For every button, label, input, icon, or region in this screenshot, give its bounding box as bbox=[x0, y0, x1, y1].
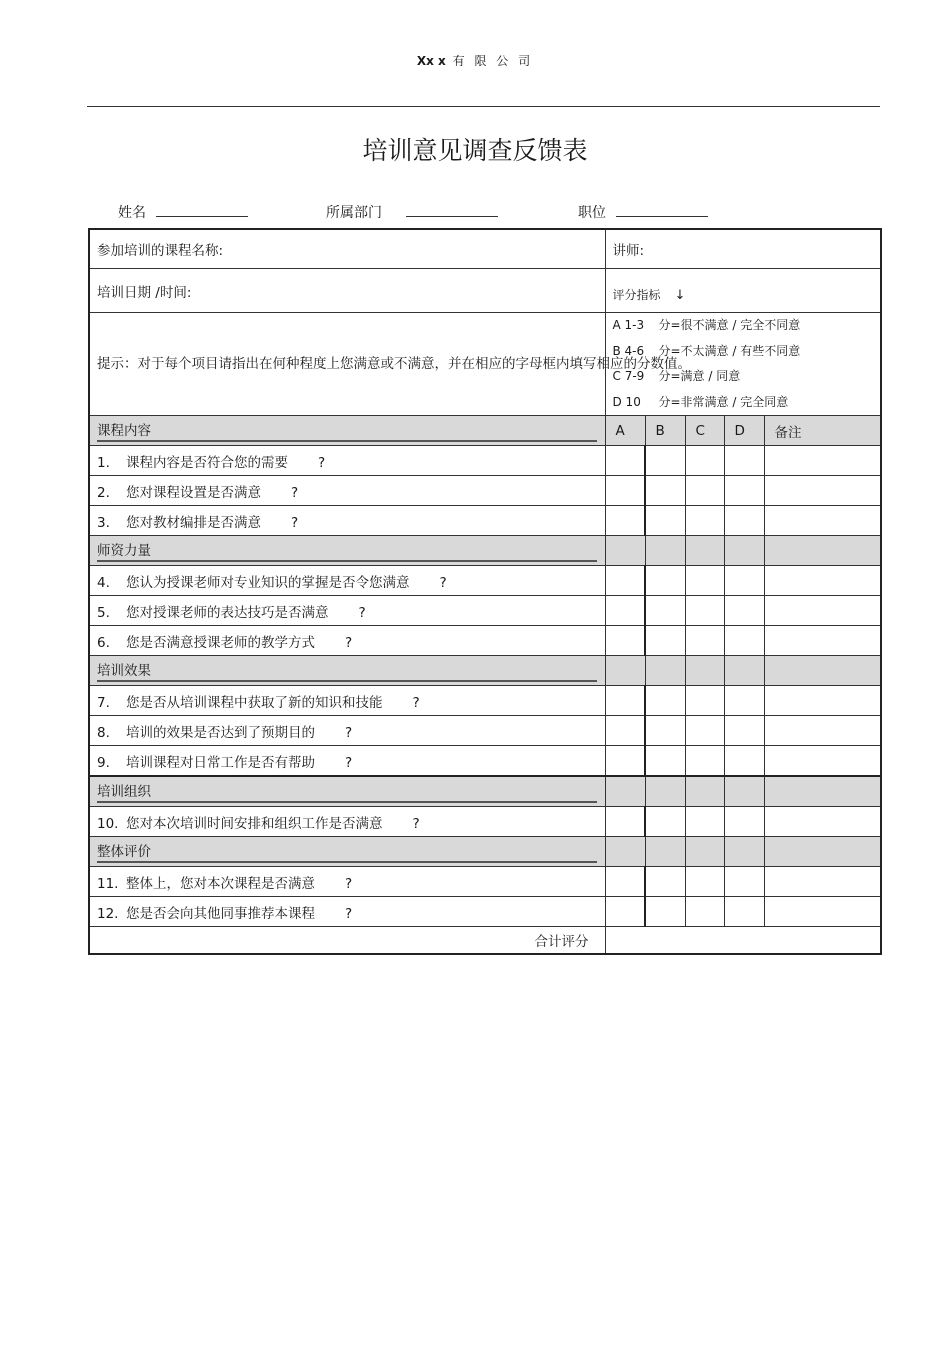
question-number: 3. bbox=[97, 514, 110, 531]
question-row bbox=[89, 446, 881, 476]
score-cell-remarks[interactable] bbox=[764, 446, 881, 476]
question-number: 2. bbox=[97, 484, 110, 501]
question-text bbox=[89, 626, 605, 656]
section-shade-cell bbox=[605, 837, 645, 867]
feedback-table bbox=[88, 228, 882, 955]
question-label: 您对本次培训时间安排和组织工作是否满意 bbox=[126, 815, 383, 832]
question-row bbox=[89, 476, 881, 506]
question-text bbox=[89, 506, 605, 536]
dept-label: 所属部门 bbox=[326, 205, 382, 221]
score-cell-c[interactable] bbox=[685, 807, 724, 837]
score-cell-c[interactable] bbox=[685, 596, 724, 626]
score-cell-d[interactable] bbox=[724, 446, 764, 476]
question-row bbox=[89, 897, 881, 927]
total-row bbox=[89, 927, 881, 955]
question-number: 10. bbox=[97, 815, 119, 832]
company-prefix: Xx x bbox=[416, 54, 446, 68]
question-text bbox=[89, 446, 605, 476]
section-shade-cell bbox=[724, 656, 764, 686]
question-row bbox=[89, 867, 881, 897]
question-row bbox=[89, 566, 881, 596]
score-cell-d[interactable] bbox=[724, 476, 764, 506]
score-cell-a[interactable] bbox=[605, 686, 645, 716]
total-label: 合计评分 bbox=[89, 927, 605, 955]
teacher-cell[interactable] bbox=[605, 229, 881, 269]
column-header-b: B bbox=[645, 416, 685, 446]
section-row bbox=[89, 536, 881, 566]
section-shade-cell bbox=[764, 536, 881, 566]
section-header bbox=[89, 536, 605, 566]
section-label: 培训效果 bbox=[97, 659, 597, 682]
score-cell-b[interactable] bbox=[645, 506, 685, 536]
question-number: 11. bbox=[97, 875, 119, 892]
score-cell-c[interactable] bbox=[685, 716, 724, 746]
score-cell-a[interactable] bbox=[605, 897, 645, 927]
score-cell-a[interactable] bbox=[605, 566, 645, 596]
section-shade-cell bbox=[685, 656, 724, 686]
score-cell-d[interactable] bbox=[724, 867, 764, 897]
question-mark: ? bbox=[439, 574, 447, 591]
name-blank[interactable] bbox=[156, 204, 248, 217]
position-blank[interactable] bbox=[616, 204, 708, 217]
column-header-d: D bbox=[724, 416, 764, 446]
question-mark: ? bbox=[345, 754, 353, 771]
question-text bbox=[89, 686, 605, 716]
section-label: 培训组织 bbox=[97, 780, 597, 803]
section-shade-cell bbox=[685, 776, 724, 807]
course-name-cell[interactable] bbox=[89, 229, 605, 269]
score-cell-d[interactable] bbox=[724, 596, 764, 626]
score-cell-b[interactable] bbox=[645, 686, 685, 716]
page-title: 培训意见调查反馈表 bbox=[362, 136, 588, 165]
question-row bbox=[89, 716, 881, 746]
question-text bbox=[89, 566, 605, 596]
question-number: 9. bbox=[97, 754, 110, 771]
score-cell-b[interactable] bbox=[645, 596, 685, 626]
score-cell-d[interactable] bbox=[724, 746, 764, 777]
score-cell-a[interactable] bbox=[605, 506, 645, 536]
training-date-label: 培训日期 /时间: bbox=[97, 284, 192, 301]
section-row bbox=[89, 656, 881, 686]
question-label: 培训的效果是否达到了预期目的 bbox=[126, 724, 315, 741]
score-cell-remarks[interactable] bbox=[764, 897, 881, 927]
teacher-label: 讲师: bbox=[612, 243, 645, 259]
name-field bbox=[118, 202, 248, 222]
section-shade-cell bbox=[764, 776, 881, 807]
score-cell-d[interactable] bbox=[724, 807, 764, 837]
indicator-label: 评分指标 bbox=[612, 288, 661, 302]
score-cell-b[interactable] bbox=[645, 746, 685, 777]
score-cell-a[interactable] bbox=[605, 446, 645, 476]
question-text bbox=[89, 596, 605, 626]
score-cell-d[interactable] bbox=[724, 506, 764, 536]
question-number: 5. bbox=[97, 604, 110, 621]
question-row bbox=[89, 626, 881, 656]
score-cell-remarks[interactable] bbox=[764, 626, 881, 656]
section-shade-cell bbox=[605, 536, 645, 566]
section-row bbox=[89, 416, 881, 446]
score-cell-d[interactable] bbox=[724, 566, 764, 596]
scale-row-d: D 10 分=非常满意 / 完全同意 bbox=[612, 394, 789, 409]
question-number: 1. bbox=[97, 454, 110, 471]
section-shade-cell bbox=[685, 837, 724, 867]
column-header-a: A bbox=[605, 416, 645, 446]
dept-field bbox=[326, 202, 498, 222]
score-cell-b[interactable] bbox=[645, 476, 685, 506]
question-number: 4. bbox=[97, 574, 110, 591]
total-score-cell[interactable] bbox=[605, 927, 881, 955]
score-cell-a[interactable] bbox=[605, 867, 645, 897]
question-number: 8. bbox=[97, 724, 110, 741]
section-row bbox=[89, 837, 881, 867]
company-name bbox=[0, 52, 950, 69]
section-shade-cell bbox=[764, 837, 881, 867]
section-label: 整体评价 bbox=[97, 840, 597, 863]
scale-row-a: A 1-3 分=很不满意 / 完全不同意 bbox=[612, 318, 801, 332]
score-cell-d[interactable] bbox=[724, 716, 764, 746]
question-label: 培训课程对日常工作是否有帮助 bbox=[126, 754, 315, 771]
score-cell-c[interactable] bbox=[685, 446, 724, 476]
question-mark: ? bbox=[412, 815, 420, 832]
score-cell-remarks[interactable] bbox=[764, 746, 881, 777]
question-mark: ? bbox=[291, 514, 299, 531]
course-name-label: 参加培训的课程名称: bbox=[97, 243, 224, 259]
training-date-cell[interactable] bbox=[89, 269, 605, 313]
question-row bbox=[89, 686, 881, 716]
score-cell-remarks[interactable] bbox=[764, 686, 881, 716]
section-header bbox=[89, 656, 605, 686]
question-row bbox=[89, 807, 881, 837]
score-cell-a[interactable] bbox=[605, 746, 645, 777]
question-text bbox=[89, 867, 605, 897]
question-row bbox=[89, 506, 881, 536]
question-label: 您是否满意授课老师的教学方式 bbox=[126, 634, 315, 651]
score-cell-b[interactable] bbox=[645, 446, 685, 476]
scale-row-c: C 7-9 分=满意 / 同意 bbox=[612, 369, 741, 383]
question-label: 整体上，您对本次课程是否满意 bbox=[126, 875, 315, 892]
section-header bbox=[89, 416, 605, 446]
position-field bbox=[578, 202, 708, 222]
score-cell-remarks[interactable] bbox=[764, 506, 881, 536]
section-shade-cell bbox=[645, 837, 685, 867]
question-mark: ? bbox=[345, 724, 353, 741]
question-text bbox=[89, 807, 605, 837]
score-cell-a[interactable] bbox=[605, 626, 645, 656]
section-shade-cell bbox=[724, 536, 764, 566]
section-shade-cell bbox=[645, 656, 685, 686]
indicator-cell bbox=[605, 269, 881, 313]
question-mark: ? bbox=[345, 634, 353, 651]
rating-scale bbox=[605, 313, 881, 416]
score-cell-b[interactable] bbox=[645, 807, 685, 837]
score-cell-d[interactable] bbox=[724, 897, 764, 927]
question-text bbox=[89, 897, 605, 927]
question-label: 您对教材编排是否满意 bbox=[126, 514, 261, 531]
section-row bbox=[89, 776, 881, 807]
score-cell-d[interactable] bbox=[724, 626, 764, 656]
question-label: 您对授课老师的表达技巧是否满意 bbox=[126, 604, 329, 621]
question-label: 您认为授课老师对专业知识的掌握是否令您满意 bbox=[126, 574, 410, 591]
section-shade-cell bbox=[685, 536, 724, 566]
question-row bbox=[89, 746, 881, 777]
score-cell-a[interactable] bbox=[605, 716, 645, 746]
question-number: 12. bbox=[97, 905, 119, 922]
section-shade-cell bbox=[605, 656, 645, 686]
score-cell-b[interactable] bbox=[645, 626, 685, 656]
section-shade-cell bbox=[605, 776, 645, 807]
scale-row-b: B 4-6 分=不太满意 / 有些不同意 bbox=[612, 343, 801, 358]
score-cell-remarks[interactable] bbox=[764, 596, 881, 626]
score-cell-remarks[interactable] bbox=[764, 566, 881, 596]
question-label: 您是否会向其他同事推荐本课程 bbox=[126, 905, 315, 922]
score-cell-a[interactable] bbox=[605, 596, 645, 626]
question-mark: ? bbox=[318, 454, 326, 471]
score-cell-c[interactable] bbox=[685, 897, 724, 927]
section-label: 课程内容 bbox=[97, 419, 597, 442]
score-cell-c[interactable] bbox=[685, 746, 724, 777]
question-mark: ? bbox=[358, 604, 366, 621]
score-cell-b[interactable] bbox=[645, 897, 685, 927]
question-number: 6. bbox=[97, 634, 110, 651]
score-cell-remarks[interactable] bbox=[764, 807, 881, 837]
column-header-c: C bbox=[685, 416, 724, 446]
dept-blank[interactable] bbox=[406, 204, 498, 217]
section-shade-cell bbox=[724, 776, 764, 807]
section-shade-cell bbox=[764, 656, 881, 686]
question-label: 您是否从培训课程中获取了新的知识和技能 bbox=[126, 694, 383, 711]
score-cell-d[interactable] bbox=[724, 686, 764, 716]
question-number: 7. bbox=[97, 694, 110, 711]
score-cell-c[interactable] bbox=[685, 686, 724, 716]
score-cell-b[interactable] bbox=[645, 867, 685, 897]
column-header-remarks: 备注 bbox=[764, 416, 881, 446]
score-cell-c[interactable] bbox=[685, 506, 724, 536]
question-mark: ? bbox=[345, 905, 353, 922]
question-mark: ? bbox=[345, 875, 353, 892]
hint-text: 提示：对于每个项目请指出在何种程度上您满意或不满意，并在相应的字母框内填写相应的分数值。 bbox=[89, 313, 605, 416]
score-cell-c[interactable] bbox=[685, 566, 724, 596]
score-cell-a[interactable] bbox=[605, 476, 645, 506]
score-cell-b[interactable] bbox=[645, 716, 685, 746]
score-cell-c[interactable] bbox=[685, 626, 724, 656]
header-divider bbox=[87, 106, 880, 107]
score-cell-a[interactable] bbox=[605, 807, 645, 837]
score-cell-remarks[interactable] bbox=[764, 716, 881, 746]
section-shade-cell bbox=[724, 837, 764, 867]
question-label: 您对课程设置是否满意 bbox=[126, 484, 261, 501]
company-suffix: 有 限 公 司 bbox=[452, 54, 534, 68]
question-mark: ? bbox=[291, 484, 299, 501]
name-label: 姓名 bbox=[118, 205, 146, 221]
question-text bbox=[89, 746, 605, 777]
score-cell-b[interactable] bbox=[645, 566, 685, 596]
section-header bbox=[89, 776, 605, 807]
down-arrow-icon: ↓ bbox=[674, 288, 686, 303]
score-cell-remarks[interactable] bbox=[764, 476, 881, 506]
score-cell-remarks[interactable] bbox=[764, 867, 881, 897]
question-mark: ? bbox=[412, 694, 420, 711]
question-row bbox=[89, 596, 881, 626]
score-cell-c[interactable] bbox=[685, 867, 724, 897]
question-text bbox=[89, 476, 605, 506]
section-shade-cell bbox=[645, 536, 685, 566]
section-shade-cell bbox=[645, 776, 685, 807]
section-header bbox=[89, 837, 605, 867]
question-text bbox=[89, 716, 605, 746]
section-label: 师资力量 bbox=[97, 539, 597, 562]
question-label: 课程内容是否符合您的需要 bbox=[126, 454, 288, 471]
score-cell-c[interactable] bbox=[685, 476, 724, 506]
position-label: 职位 bbox=[578, 205, 606, 221]
